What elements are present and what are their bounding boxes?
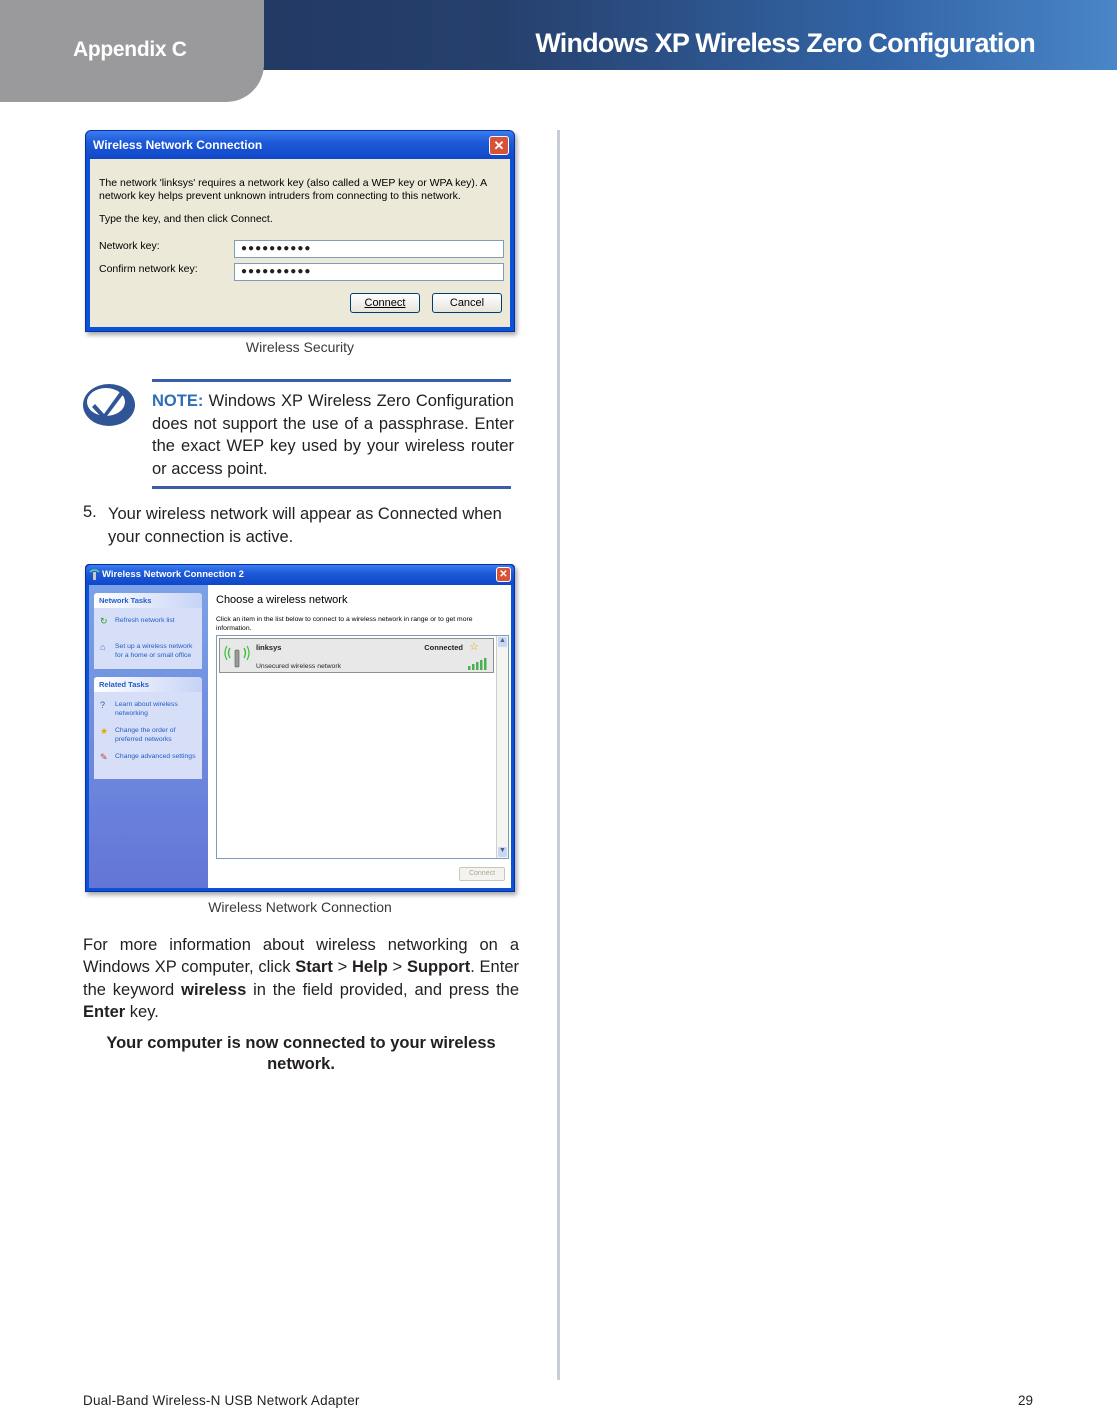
connect-button[interactable]: Connect	[350, 293, 420, 313]
star-icon: ★	[100, 726, 109, 736]
scrollbar[interactable]	[496, 636, 508, 858]
confirm-key-label: Confirm network key:	[99, 263, 198, 275]
network-status: Connected	[424, 643, 463, 652]
dialog-title: Wireless Network Connection	[93, 138, 263, 152]
network-key-field[interactable]: ●●●●●●●●●●	[234, 240, 504, 258]
task-label: Refresh network list	[115, 617, 175, 624]
dialog-heading: Choose a wireless network	[216, 594, 348, 606]
related-tasks-panel	[94, 677, 202, 779]
wireless-icon	[89, 569, 100, 580]
connect-button[interactable]: Connect	[459, 867, 505, 881]
security-dialog-screenshot	[85, 130, 515, 332]
scroll-down-icon[interactable]: ▼	[498, 847, 507, 857]
signal-strength-icon	[468, 658, 488, 670]
network-tasks-panel	[94, 593, 202, 669]
section-tab	[0, 0, 264, 102]
step-text: Your wireless network will appear as Connected when your connection is active.	[108, 505, 502, 546]
dialog-titlebar	[86, 565, 514, 585]
network-dialog-screenshot	[85, 564, 515, 892]
scroll-up-icon[interactable]: ▲	[498, 637, 507, 647]
note-bottom-rule	[152, 486, 511, 489]
dialog-instruction: Click an item in the list below to connect to a wireless network in range or to get more information.	[216, 616, 473, 632]
note-body: Windows XP Wireless Zero Configuration does not support the use of a passphrase. Enter the exact WEP key used by your wireless router or access point.	[152, 392, 514, 478]
step-number: 5.	[83, 503, 97, 521]
close-icon[interactable]: ✕	[489, 136, 509, 155]
wireless-antenna-icon	[224, 644, 250, 668]
closing-statement: Your computer is now connected to your wireless network.	[106, 1034, 496, 1073]
dialog-message: The network 'linksys' requires a network key (also called a WEP key or WPA key). A network key helps prevent unknown intruders from connecting to this network.	[99, 177, 487, 202]
figure-caption: Wireless Security	[245, 339, 355, 355]
confirm-key-field[interactable]: ●●●●●●●●●●	[234, 263, 504, 281]
enter-keyword: Enter	[83, 1002, 126, 1021]
dialog-body	[89, 585, 511, 888]
task-label: Set up a wireless network for a home or small office	[115, 643, 193, 659]
network-setup-icon: ⌂	[100, 642, 106, 652]
body-paragraph	[83, 934, 519, 1023]
task-sidebar	[89, 585, 208, 888]
checkmark-icon	[82, 382, 137, 428]
settings-icon: ✎	[100, 752, 108, 762]
note-top-rule	[152, 379, 511, 382]
start-keyword: Start	[295, 958, 333, 977]
network-tasks-header: Network Tasks	[94, 593, 202, 608]
task-label: Change advanced settings	[115, 753, 196, 760]
help-keyword: Help	[352, 958, 388, 977]
figure-caption: Wireless Network Connection	[208, 899, 392, 915]
text-run: . Enter the keyword	[83, 958, 519, 999]
section-tab-label: Appendix C	[73, 38, 187, 61]
note-text	[152, 390, 514, 480]
help-icon: ?	[100, 700, 106, 710]
footer-product-name: Dual-Band Wireless-N USB Network Adapter	[83, 1393, 360, 1408]
column-divider	[557, 130, 560, 1380]
network-list-item[interactable]	[219, 638, 494, 673]
dialog-title: Wireless Network Connection 2	[102, 569, 244, 580]
note-label: NOTE:	[152, 392, 204, 410]
star-icon: ☆	[469, 641, 479, 653]
text-run: >	[387, 958, 407, 977]
dialog-instruction: Type the key, and then click Connect.	[99, 213, 273, 225]
wireless-keyword: wireless	[181, 980, 247, 999]
page-title: Windows XP Wireless Zero Configuration	[535, 28, 1035, 58]
network-name: linksys	[256, 643, 282, 652]
text-run: >	[332, 958, 353, 977]
task-label: Change the order of preferred networks	[115, 727, 176, 743]
dialog-body	[90, 159, 510, 327]
text-run: in the field provided, and press the	[246, 980, 519, 999]
cancel-button[interactable]: Cancel	[432, 293, 502, 313]
refresh-icon: ↻	[100, 616, 108, 626]
task-label: Learn about wireless networking	[115, 701, 178, 717]
dialog-titlebar	[86, 131, 514, 159]
close-icon[interactable]: ✕	[496, 567, 511, 582]
network-security: Unsecured wireless network	[256, 663, 341, 670]
network-list[interactable]	[216, 635, 509, 859]
related-tasks-header: Related Tasks	[94, 677, 202, 692]
support-keyword: Support	[406, 958, 471, 977]
page-number: 29	[1018, 1393, 1034, 1408]
text-run: key.	[125, 1002, 159, 1021]
text-run: For more information about wireless networking on a Windows XP computer, click	[83, 936, 519, 977]
network-key-label: Network key:	[99, 240, 160, 252]
